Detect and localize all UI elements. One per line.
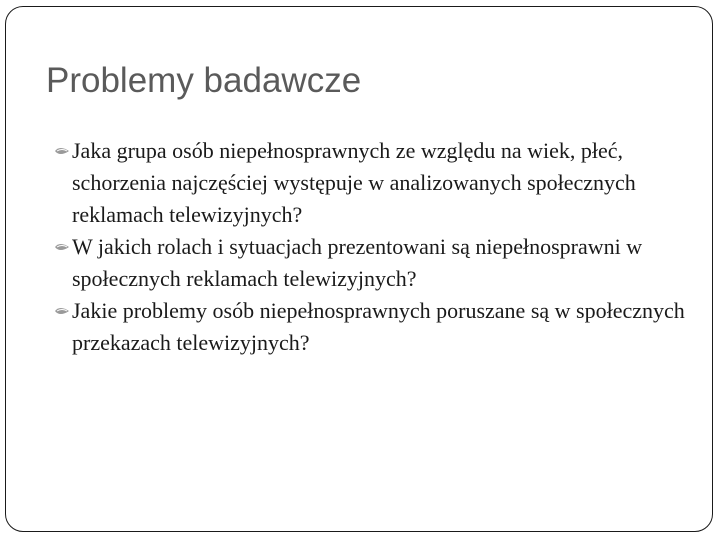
bullet-text: Jaka grupa osób niepełnosprawnych ze względu na wiek, płeć, schorzenia najczęściej występuje w analizowanych społecznych reklamach telewizyjnych?	[72, 138, 636, 227]
ornamental-bullet-icon	[54, 135, 72, 167]
slide-title: Problemy badawcze	[46, 61, 362, 100]
bullet-text: W jakich rolach i sytuacjach prezentowani są niepełnosprawni w społecznych reklamach telewizyjnych?	[72, 234, 643, 291]
bullet-list	[54, 135, 704, 359]
bullet-item	[54, 135, 704, 231]
bullet-item	[54, 295, 704, 359]
bullet-item	[54, 231, 704, 295]
ornamental-bullet-icon	[54, 231, 72, 263]
ornamental-bullet-icon	[54, 295, 72, 327]
slide-frame	[5, 6, 713, 532]
bullet-text: Jakie problemy osób niepełnosprawnych poruszane są w społecznych przekazach telewizyjnych?	[72, 298, 685, 355]
